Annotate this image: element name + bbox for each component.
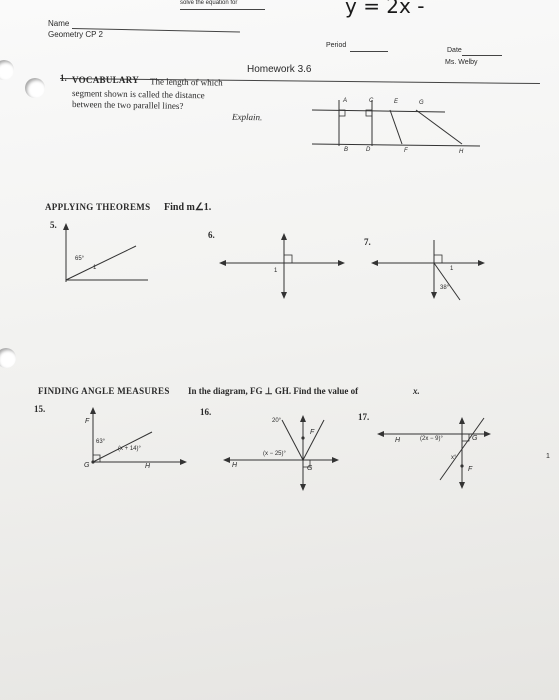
teacher-name: Ms. Welby xyxy=(445,59,478,66)
class-label: Geometry CP 2 xyxy=(48,30,103,39)
fig17-point-h: H xyxy=(395,437,401,444)
fig15-point-g: G xyxy=(84,462,90,469)
fig7-angle-38: 38° xyxy=(440,285,450,291)
fig15-point-h: H xyxy=(145,463,151,470)
handwritten-equation: y = 2x - xyxy=(345,0,425,18)
fig15-point-f: F xyxy=(85,418,90,425)
q1-label-f: F xyxy=(404,148,408,154)
name-label: Name xyxy=(48,19,70,28)
q1-number: 1. xyxy=(60,73,67,83)
margin-mark: 1 xyxy=(546,453,550,460)
fig17-point-g: G xyxy=(472,435,478,442)
item-5: 5. xyxy=(50,220,57,230)
finding-heading: FINDING ANGLE MEASURES xyxy=(38,386,170,396)
fig16-point-g: G xyxy=(307,465,313,472)
q1-line3: between the two parallel lines? xyxy=(71,99,184,111)
apply-heading: APPLYING THEOREMS xyxy=(45,202,151,212)
item-17: 17. xyxy=(358,412,370,422)
date-label: Date xyxy=(447,47,462,54)
fig17-angle-x: x° xyxy=(451,455,457,461)
fig16-point-f: F xyxy=(310,429,315,436)
fig17-angle-expr: (2x − 9)° xyxy=(420,436,443,442)
item-16: 16. xyxy=(200,407,212,417)
fig6-angle-1: 1 xyxy=(274,268,278,274)
item-7: 7. xyxy=(364,237,371,247)
fig17-point-f: F xyxy=(468,466,473,473)
top-instruction: solve the equation for xyxy=(180,0,238,6)
q1-line1: The length of which xyxy=(149,76,223,88)
fig7-angle-1: 1 xyxy=(450,266,454,272)
q1-label-e: E xyxy=(394,99,399,105)
fig15-angle-63: 63° xyxy=(96,439,106,445)
fig16-point-h: H xyxy=(232,462,238,469)
apply-prompt: Find m∠1. xyxy=(164,202,212,213)
fig15-angle-expr: (x + 14)° xyxy=(118,446,141,452)
fig5-angle-1: 1 xyxy=(93,265,97,271)
q1-label-h: H xyxy=(459,149,464,155)
q1-label-g: G xyxy=(419,100,424,106)
q1-label-b: B xyxy=(344,147,349,153)
fig16-angle-expr: (x − 25)° xyxy=(263,451,286,457)
q1-label-a: A xyxy=(343,98,348,104)
item-15: 15. xyxy=(34,404,46,414)
q1-line2: segment shown is called the distance xyxy=(71,88,205,101)
finding-text: In the diagram, FG ⊥ GH. Find the value of xyxy=(188,386,359,396)
fig5-angle-65: 65° xyxy=(75,256,85,262)
item-6: 6. xyxy=(208,230,215,240)
q1-label-c: C xyxy=(369,98,374,104)
q1-explain: Explain. xyxy=(231,111,263,123)
period-label: Period xyxy=(326,42,347,49)
fig16-angle-20: 20° xyxy=(272,418,282,424)
q1-label-d: D xyxy=(366,147,371,153)
homework-title: Homework 3.6 xyxy=(247,64,312,75)
q1-term: VOCABULARY xyxy=(72,75,140,85)
finding-variable: x. xyxy=(413,386,420,396)
